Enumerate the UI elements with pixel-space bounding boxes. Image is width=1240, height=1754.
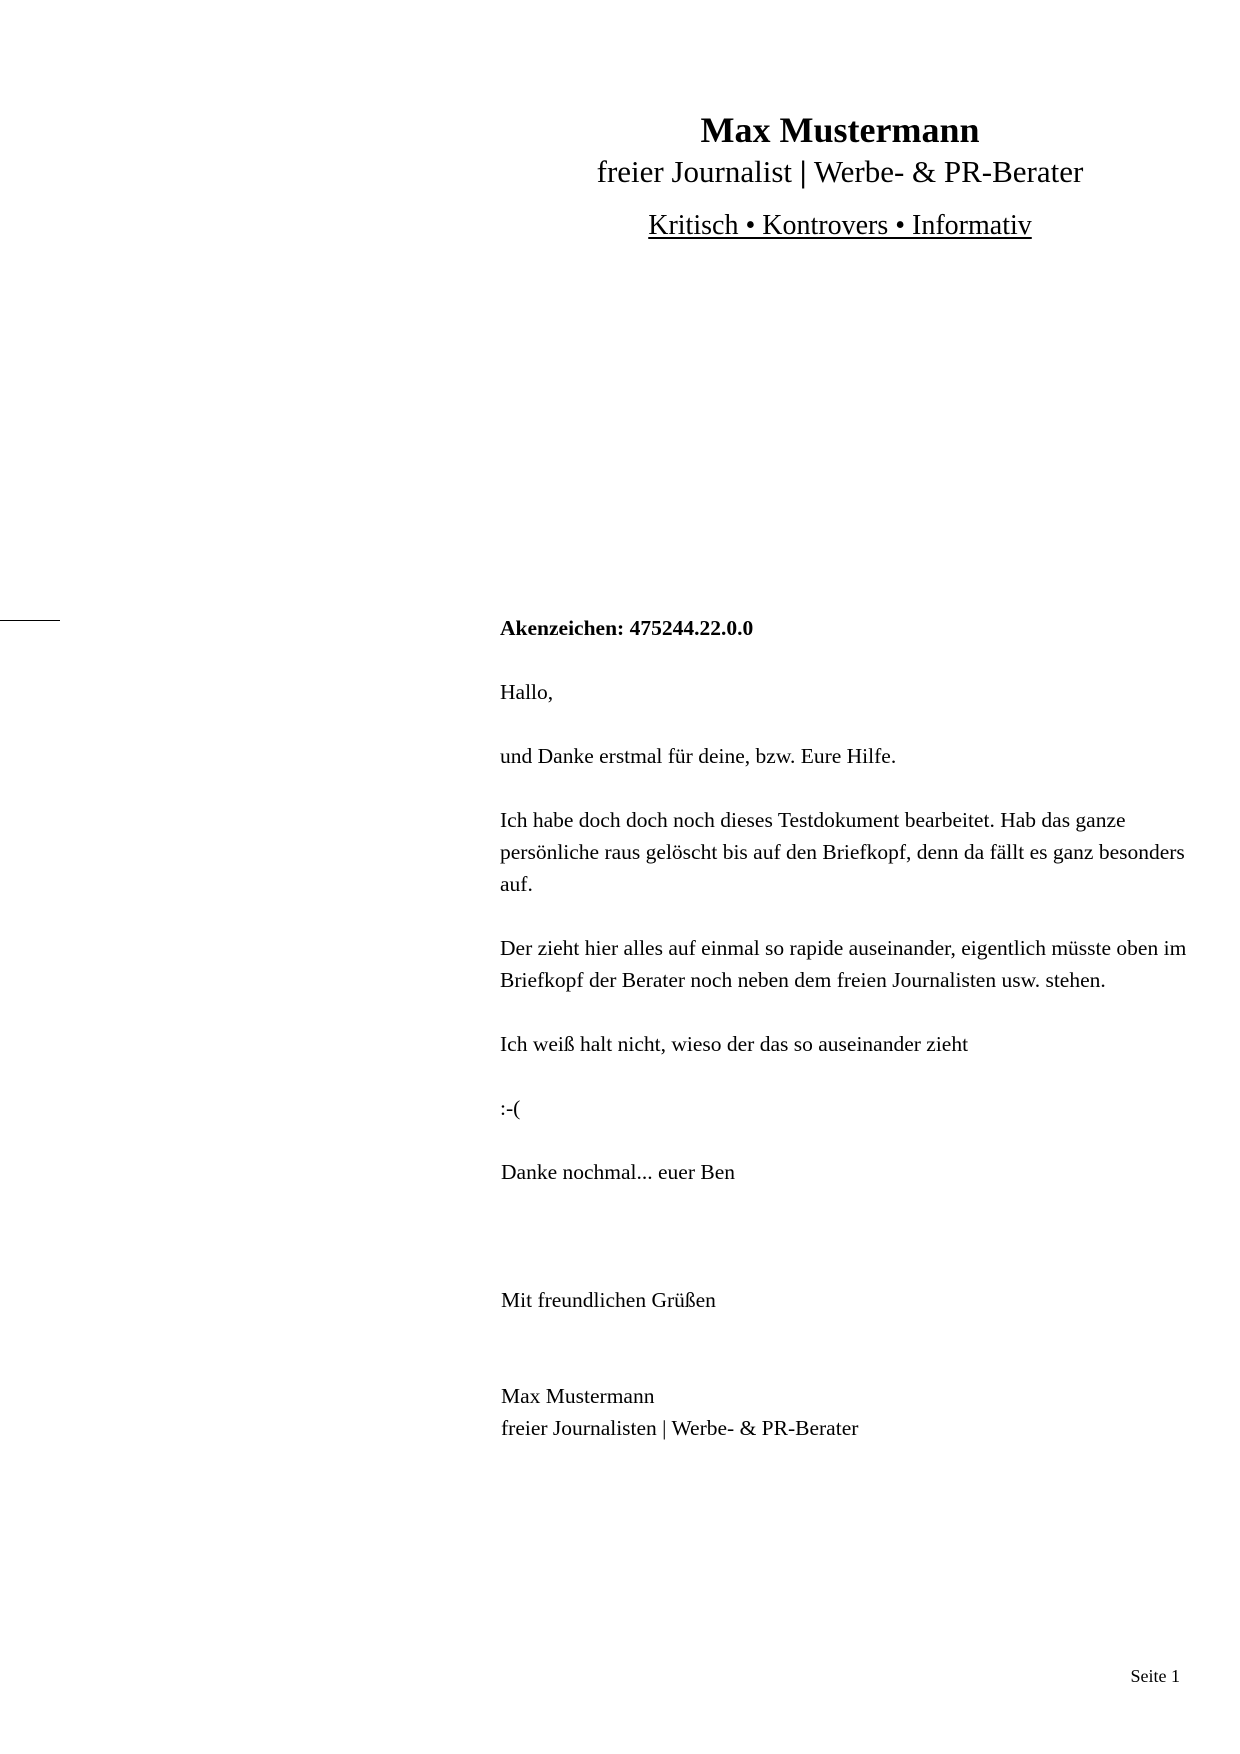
letterhead-name: Max Mustermann (700, 110, 980, 150)
signature-name: Max Mustermann (501, 1384, 655, 1408)
paragraph-6: Danke nochmal... euer Ben (501, 1160, 736, 1184)
reference-line: Akenzeichen: 475244.22.0.0 (500, 616, 754, 640)
letterhead-tagline: Kritisch • Kontrovers • Informativ (648, 210, 1032, 241)
paragraph-4: Ich weiß halt nicht, wieso der das so auseinander zieht (500, 1032, 969, 1056)
signature-title: freier Journalisten | Werbe- & PR-Berater (501, 1416, 859, 1440)
paragraph-2: Ich habe doch doch noch dieses Testdokument bearbeitet. Hab das ganze persönliche raus gelöscht bis auf den Briefkopf, denn da fällt es ganz besonders auf. (500, 808, 1185, 896)
letterhead-subtitle (520, 152, 1160, 192)
letterhead-subtitle-right: Werbe- & PR-Berater (813, 154, 1084, 189)
letterhead-subtitle-left: freier Journalist (596, 154, 793, 189)
letterhead (520, 108, 1160, 244)
paragraph-1: und Danke erstmal für deine, bzw. Eure Hilfe. (500, 744, 897, 768)
page-number: Seite 1 (1130, 1666, 1180, 1686)
greeting: Hallo, (500, 680, 554, 704)
paragraph-5: :-( (500, 1096, 521, 1120)
fold-mark (0, 620, 60, 621)
paragraph-3: Der zieht hier alles auf einmal so rapide auseinander, eigentlich müsste oben im Briefkopf der Berater noch neben dem freien Journalisten usw. stehen. (500, 936, 1187, 992)
closing: Mit freundlichen Grüßen (501, 1288, 716, 1312)
letterhead-separator: | (799, 154, 807, 189)
letter-body (500, 612, 1190, 1444)
